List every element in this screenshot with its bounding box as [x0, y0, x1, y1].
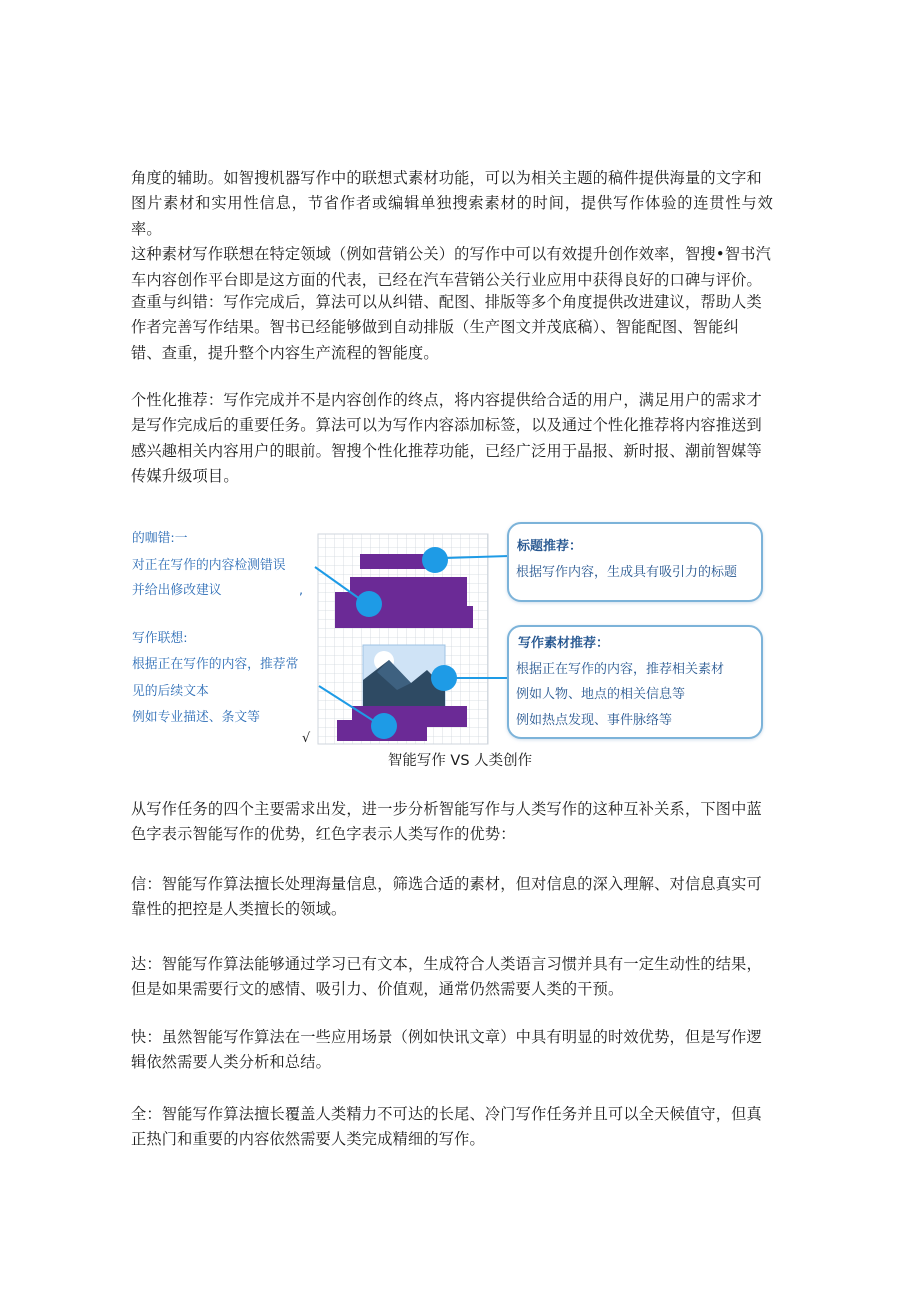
- text-line: 正热门和重要的内容依然需要人类完成精细的写作。: [131, 1130, 485, 1149]
- marker-dot-material: [431, 665, 457, 691]
- text-line: 图片素材和实用性信息，节省作者或编辑单独搜索素材的时间，提供写作体验的连贯性与效率。: [131, 194, 773, 238]
- label-association-desc-2: 见的后续文本: [132, 684, 209, 699]
- label-association-title: 写作联想:: [132, 631, 188, 646]
- text-line: 错、查重，提升整个内容生产流程的智能度。: [131, 343, 439, 362]
- marker-dot-title: [422, 547, 448, 573]
- marker-dot-association: [371, 713, 397, 739]
- text-line: 全：智能写作算法擅长覆盖人类精力不可达的长尾、冷门写作任务并且可以全天候值守，但真: [131, 1105, 762, 1123]
- text-line: 传媒升级项目。: [131, 467, 239, 486]
- label-association-desc-1: 根据正在写作的内容，推荐常: [132, 657, 299, 672]
- label-comma-mark: ,: [299, 583, 304, 598]
- paragraph-quan: [131, 1102, 773, 1153]
- text-line: 是写作完成后的重要任务。算法可以为写作内容添加标签，以及通过个性化推荐将内容推送到: [131, 416, 762, 435]
- text-line: 辑依然需要人类分析和总结。: [131, 1053, 332, 1072]
- text-line: 查重与纠错：写作完成后，算法可以从纠错、配图、排版等多个角度提供改进建议，帮助人类: [131, 293, 762, 311]
- text-line: 车内容创作平台即是这方面的代表，已经在汽车营销公关行业应用中获得良好的口碑与评价。: [131, 270, 762, 289]
- writing-assist-figure: [127, 520, 777, 752]
- paragraph-intro-complement: [131, 797, 773, 848]
- text-line: 靠性的把控是人类擅长的领域。: [131, 900, 347, 919]
- callout-material-recommend-desc-2: 例如人物、地点的相关信息等: [516, 687, 686, 702]
- text-line: 个性化推荐：写作完成并不是内容创作的终点，将内容提供给合适的用户，满足用户的需求才: [131, 391, 762, 409]
- paragraph-personalized-recommend: [131, 388, 773, 490]
- callout-title-recommend-desc: 根据写作内容，生成具有吸引力的标题: [516, 565, 738, 580]
- text-line: 这种素材写作联想在特定领域（例如营销公关）的写作中可以有效提升创作效率，智搜•智书汽: [131, 245, 772, 264]
- check-mark: √: [302, 731, 311, 746]
- figure-caption: 智能写作 VS 人类创作: [387, 753, 533, 769]
- purple-content-block: [335, 577, 473, 628]
- callout-material-recommend-desc-1: 根据正在写作的内容，推荐相关素材: [516, 662, 725, 677]
- marker-dot-correction: [356, 591, 382, 617]
- text-line: 作者完善写作结果。智书已经能够做到自动排版（生产图文并茂底稿）、智能配图、智能纠: [131, 318, 739, 337]
- label-correction-title: 的咖错:一: [132, 531, 188, 546]
- text-line: 从写作任务的四个主要需求出发，进一步分析智能写作与人类写作的这种互补关系，下图中蓝: [131, 800, 762, 818]
- text-line: 感兴趣相关内容用户的眼前。智搜个性化推荐功能，已经广泛用于晶报、新时报、潮前智媒等: [131, 441, 762, 460]
- callout-material-recommend-heading: 写作素材推荐：: [518, 636, 610, 651]
- text-line: 达：智能写作算法能够通过学习已有文本，生成符合人类语言习惯并具有一定生动性的结果，: [131, 955, 762, 973]
- paragraph-material-assist: [131, 166, 773, 293]
- paragraph-kuai: [131, 1025, 773, 1076]
- text-line: 色字表示智能写作的优势，红色字表示人类写作的优势：: [131, 825, 516, 844]
- callout-material-recommend-desc-3: 例如热点发现、事件脉络等: [516, 713, 673, 728]
- paragraph-xin: [131, 872, 773, 923]
- callout-title-recommend-heading: 标题推荐：: [517, 539, 583, 554]
- paragraph-da: [131, 952, 773, 1003]
- label-association-desc-3: 例如专业描述、条文等: [132, 710, 260, 725]
- text-line: 但是如果需要行文的感情、吸引力、价值观，通常仍然需要人类的干预。: [131, 980, 624, 999]
- text-line: 角度的辅助。如智搜机器写作中的联想式素材功能，可以为相关主题的稿件提供海量的文字和: [131, 169, 762, 187]
- label-correction-desc-2: 并给出修改建议: [132, 583, 222, 598]
- paragraph-check-correct: [131, 290, 773, 366]
- text-line: 信：智能写作算法擅长处理海量信息，筛选合适的素材，但对信息的深入理解、对信息真实可: [131, 875, 762, 893]
- text-line: 快：虽然智能写作算法在一些应用场景（例如快讯文章）中具有明显的时效优势，但是写作逻: [131, 1028, 762, 1046]
- label-correction-desc-1: 对正在写作的内容检测错误: [132, 558, 286, 573]
